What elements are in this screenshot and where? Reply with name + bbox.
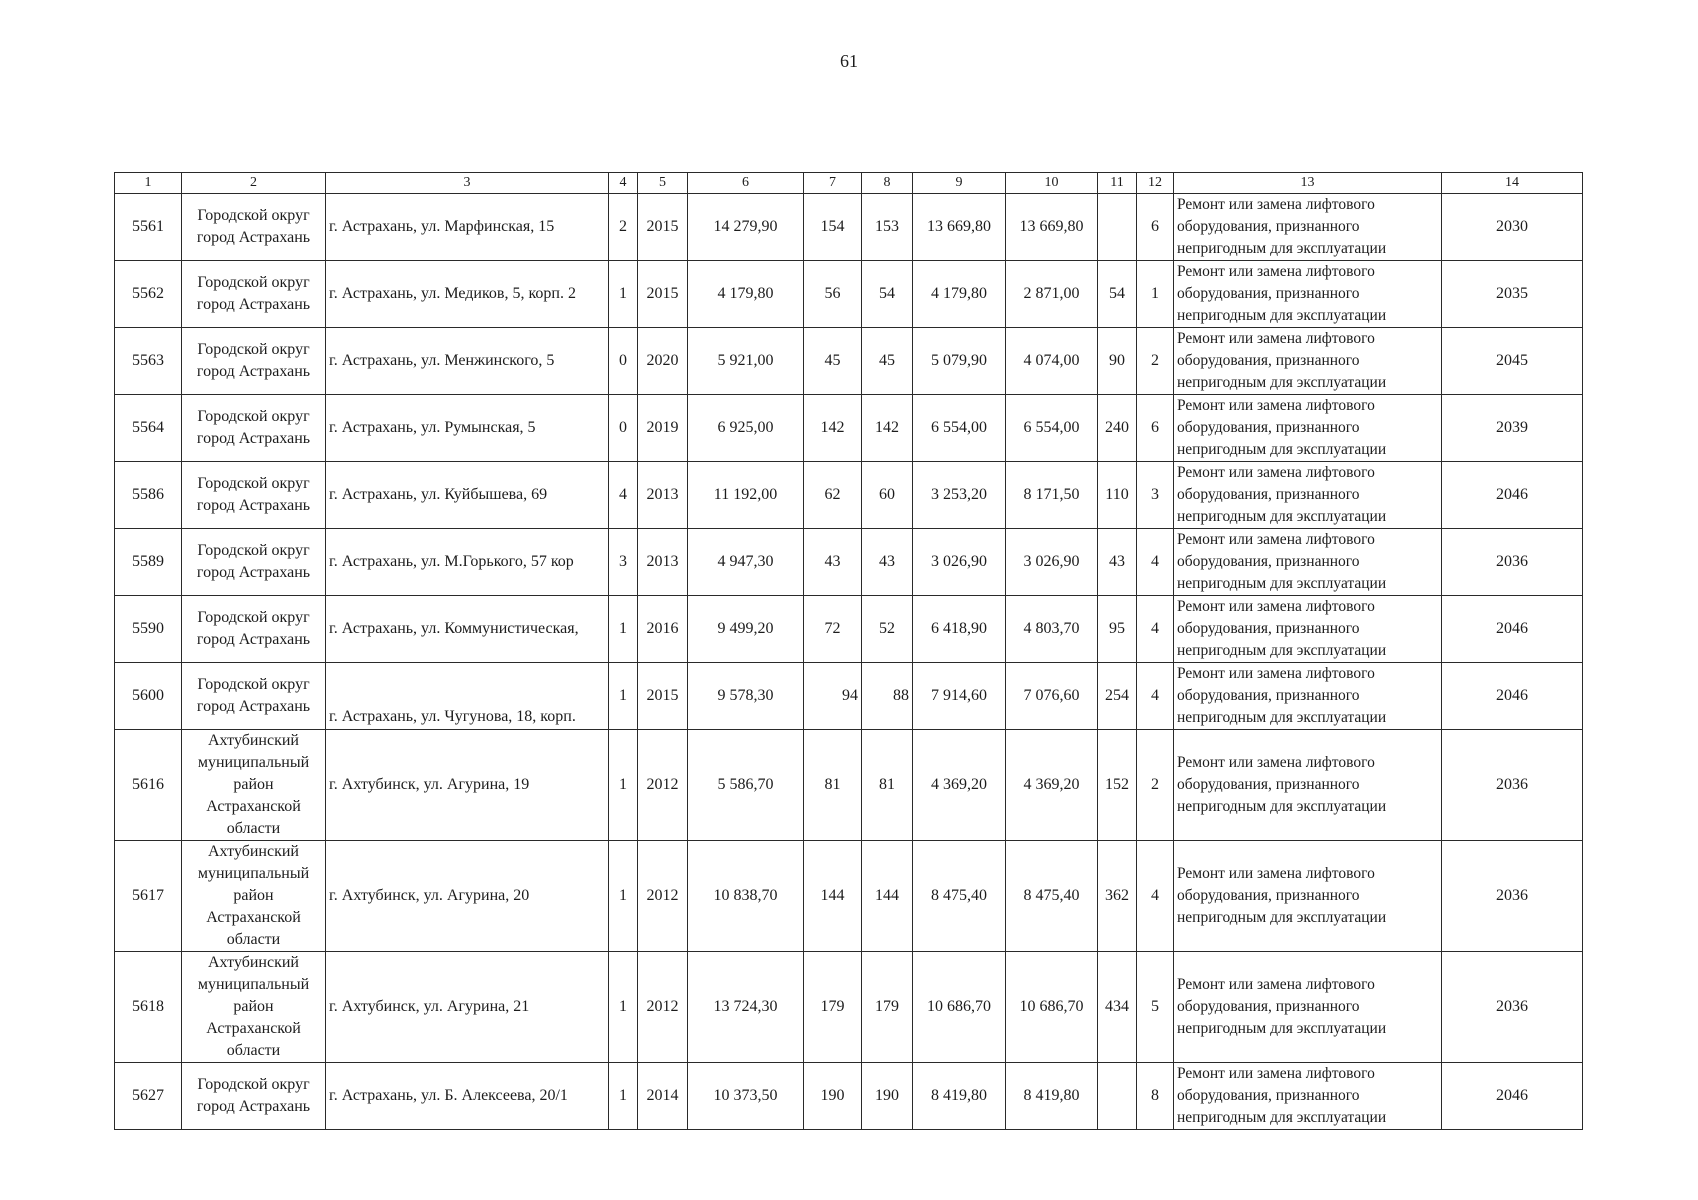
value-cell: 94 (804, 663, 862, 730)
municipality-cell: Городской округ город Астрахань (182, 1063, 326, 1130)
value-cell: 1 (609, 841, 638, 952)
table-row (115, 261, 1583, 328)
area-cell: 4 369,20 (1006, 730, 1098, 841)
area-cell: 6 925,00 (688, 395, 804, 462)
table-row (115, 841, 1583, 952)
municipality-cell: Городской округ город Астрахань (182, 328, 326, 395)
value-cell: 152 (1098, 730, 1137, 841)
value-cell: 52 (862, 596, 913, 663)
building-id-cell: 5617 (115, 841, 182, 952)
address-cell: г. Астрахань, ул. Коммунистическая, (326, 596, 609, 663)
value-cell: 144 (862, 841, 913, 952)
area-cell: 2 871,00 (1006, 261, 1098, 328)
area-cell: 4 803,70 (1006, 596, 1098, 663)
value-cell: 2 (1137, 730, 1174, 841)
table-row (115, 529, 1583, 596)
building-id-cell: 5562 (115, 261, 182, 328)
year-cell: 2012 (638, 730, 688, 841)
value-cell: 5 (1137, 952, 1174, 1063)
municipality-cell: Городской округ город Астрахань (182, 261, 326, 328)
area-cell: 11 192,00 (688, 462, 804, 529)
value-cell: 179 (862, 952, 913, 1063)
column-number: 14 (1442, 173, 1583, 194)
column-number: 3 (326, 173, 609, 194)
value-cell: 3 (609, 529, 638, 596)
area-cell: 8 475,40 (913, 841, 1006, 952)
work-type-cell: Ремонт или замена лифтового оборудования, признанного непригодным для эксплуатации (1174, 663, 1442, 730)
year-cell: 2014 (638, 1063, 688, 1130)
address-cell: г. Ахтубинск, ул. Агурина, 19 (326, 730, 609, 841)
value-cell: 72 (804, 596, 862, 663)
area-cell: 8 419,80 (1006, 1063, 1098, 1130)
building-id-cell: 5616 (115, 730, 182, 841)
area-cell: 6 418,90 (913, 596, 1006, 663)
area-cell: 5 586,70 (688, 730, 804, 841)
work-type-cell: Ремонт или замена лифтового оборудования, признанного непригодным для эксплуатации (1174, 462, 1442, 529)
area-cell: 6 554,00 (913, 395, 1006, 462)
planned-year-cell: 2046 (1442, 462, 1583, 529)
year-cell: 2015 (638, 663, 688, 730)
table-row (115, 663, 1583, 730)
year-cell: 2013 (638, 529, 688, 596)
value-cell: 81 (862, 730, 913, 841)
value-cell: 8 (1137, 1063, 1174, 1130)
value-cell: 0 (609, 328, 638, 395)
value-cell: 2 (609, 194, 638, 261)
work-type-cell: Ремонт или замена лифтового оборудования, признанного непригодным для эксплуатации (1174, 1063, 1442, 1130)
building-id-cell: 5564 (115, 395, 182, 462)
building-id-cell: 5600 (115, 663, 182, 730)
value-cell: 81 (804, 730, 862, 841)
value-cell: 6 (1137, 194, 1174, 261)
planned-year-cell: 2036 (1442, 730, 1583, 841)
address-cell: г. Ахтубинск, ул. Агурина, 21 (326, 952, 609, 1063)
planned-year-cell: 2046 (1442, 663, 1583, 730)
value-cell: 4 (609, 462, 638, 529)
municipality-cell: Городской округ город Астрахань (182, 529, 326, 596)
building-id-cell: 5586 (115, 462, 182, 529)
year-cell: 2020 (638, 328, 688, 395)
value-cell: 3 (1137, 462, 1174, 529)
year-cell: 2015 (638, 261, 688, 328)
column-number: 10 (1006, 173, 1098, 194)
municipality-cell: Ахтубинский муниципальный район Астраханской области (182, 730, 326, 841)
year-cell: 2015 (638, 194, 688, 261)
value-cell: 1 (609, 730, 638, 841)
building-id-cell: 5590 (115, 596, 182, 663)
planned-year-cell: 2046 (1442, 1063, 1583, 1130)
column-number: 5 (638, 173, 688, 194)
area-cell: 5 921,00 (688, 328, 804, 395)
planned-year-cell: 2035 (1442, 261, 1583, 328)
value-cell (1098, 1063, 1137, 1130)
area-cell: 9 578,30 (688, 663, 804, 730)
work-type-cell: Ремонт или замена лифтового оборудования, признанного непригодным для эксплуатации (1174, 730, 1442, 841)
column-number: 11 (1098, 173, 1137, 194)
area-cell: 9 499,20 (688, 596, 804, 663)
value-cell: 56 (804, 261, 862, 328)
value-cell: 43 (1098, 529, 1137, 596)
planned-year-cell: 2036 (1442, 841, 1583, 952)
area-cell: 8 419,80 (913, 1063, 1006, 1130)
area-cell: 7 076,60 (1006, 663, 1098, 730)
area-cell: 13 669,80 (1006, 194, 1098, 261)
building-id-cell: 5561 (115, 194, 182, 261)
planned-year-cell: 2046 (1442, 596, 1583, 663)
table-row (115, 328, 1583, 395)
table-row (115, 194, 1583, 261)
year-cell: 2019 (638, 395, 688, 462)
value-cell: 88 (862, 663, 913, 730)
value-cell: 362 (1098, 841, 1137, 952)
address-cell: г. Астрахань, ул. Менжинского, 5 (326, 328, 609, 395)
building-id-cell: 5563 (115, 328, 182, 395)
address-cell: г. Астрахань, ул. Куйбышева, 69 (326, 462, 609, 529)
value-cell: 95 (1098, 596, 1137, 663)
work-type-cell: Ремонт или замена лифтового оборудования, признанного непригодным для эксплуатации (1174, 952, 1442, 1063)
value-cell: 1 (1137, 261, 1174, 328)
work-type-cell: Ремонт или замена лифтового оборудования, признанного непригодным для эксплуатации (1174, 529, 1442, 596)
municipality-cell: Ахтубинский муниципальный район Астраханской области (182, 841, 326, 952)
planned-year-cell: 2039 (1442, 395, 1583, 462)
work-type-cell: Ремонт или замена лифтового оборудования, признанного непригодным для эксплуатации (1174, 395, 1442, 462)
year-cell: 2012 (638, 952, 688, 1063)
address-cell: г. Ахтубинск, ул. Агурина, 20 (326, 841, 609, 952)
area-cell: 10 686,70 (913, 952, 1006, 1063)
value-cell: 254 (1098, 663, 1137, 730)
value-cell: 4 (1137, 596, 1174, 663)
value-cell: 54 (862, 261, 913, 328)
planned-year-cell: 2045 (1442, 328, 1583, 395)
work-type-cell: Ремонт или замена лифтового оборудования, признанного непригодным для эксплуатации (1174, 261, 1442, 328)
column-number: 9 (913, 173, 1006, 194)
municipality-cell: Городской округ город Астрахань (182, 663, 326, 730)
value-cell: 54 (1098, 261, 1137, 328)
value-cell: 144 (804, 841, 862, 952)
column-number-row (115, 173, 1583, 194)
value-cell: 1 (609, 1063, 638, 1130)
column-number: 6 (688, 173, 804, 194)
address-cell: г. Астрахань, ул. М.Горького, 57 кор (326, 529, 609, 596)
table-row (115, 395, 1583, 462)
value-cell: 43 (804, 529, 862, 596)
value-cell: 110 (1098, 462, 1137, 529)
address-cell: г. Астрахань, ул. Чугунова, 18, корп. (326, 663, 609, 730)
value-cell: 2 (1137, 328, 1174, 395)
value-cell (1098, 194, 1137, 261)
work-type-cell: Ремонт или замена лифтового оборудования, признанного непригодным для эксплуатации (1174, 841, 1442, 952)
address-cell: г. Астрахань, ул. Марфинская, 15 (326, 194, 609, 261)
value-cell: 434 (1098, 952, 1137, 1063)
area-cell: 4 074,00 (1006, 328, 1098, 395)
area-cell: 10 373,50 (688, 1063, 804, 1130)
value-cell: 4 (1137, 841, 1174, 952)
value-cell: 1 (609, 596, 638, 663)
value-cell: 1 (609, 952, 638, 1063)
value-cell: 6 (1137, 395, 1174, 462)
address-cell: г. Астрахань, ул. Б. Алексеева, 20/1 (326, 1063, 609, 1130)
value-cell: 1 (609, 261, 638, 328)
area-cell: 7 914,60 (913, 663, 1006, 730)
area-cell: 13 669,80 (913, 194, 1006, 261)
area-cell: 4 179,80 (688, 261, 804, 328)
area-cell: 10 686,70 (1006, 952, 1098, 1063)
value-cell: 0 (609, 395, 638, 462)
value-cell: 90 (1098, 328, 1137, 395)
table-row (115, 730, 1583, 841)
area-cell: 6 554,00 (1006, 395, 1098, 462)
address-cell: г. Астрахань, ул. Румынская, 5 (326, 395, 609, 462)
work-type-cell: Ремонт или замена лифтового оборудования, признанного непригодным для эксплуатации (1174, 596, 1442, 663)
area-cell: 3 026,90 (913, 529, 1006, 596)
value-cell: 45 (804, 328, 862, 395)
value-cell: 1 (609, 663, 638, 730)
address-cell: г. Астрахань, ул. Медиков, 5, корп. 2 (326, 261, 609, 328)
area-cell: 4 369,20 (913, 730, 1006, 841)
value-cell: 154 (804, 194, 862, 261)
municipality-cell: Городской округ город Астрахань (182, 596, 326, 663)
value-cell: 43 (862, 529, 913, 596)
area-cell: 8 171,50 (1006, 462, 1098, 529)
area-cell: 14 279,90 (688, 194, 804, 261)
planned-year-cell: 2036 (1442, 952, 1583, 1063)
building-id-cell: 5618 (115, 952, 182, 1063)
municipality-cell: Ахтубинский муниципальный район Астраханской области (182, 952, 326, 1063)
value-cell: 142 (862, 395, 913, 462)
value-cell: 240 (1098, 395, 1137, 462)
year-cell: 2016 (638, 596, 688, 663)
planned-year-cell: 2030 (1442, 194, 1583, 261)
value-cell: 190 (804, 1063, 862, 1130)
municipality-cell: Городской округ город Астрахань (182, 395, 326, 462)
housing-register-table (114, 172, 1583, 1130)
area-cell: 3 026,90 (1006, 529, 1098, 596)
area-cell: 13 724,30 (688, 952, 804, 1063)
building-id-cell: 5589 (115, 529, 182, 596)
value-cell: 142 (804, 395, 862, 462)
column-number: 1 (115, 173, 182, 194)
column-number: 4 (609, 173, 638, 194)
area-cell: 3 253,20 (913, 462, 1006, 529)
area-cell: 8 475,40 (1006, 841, 1098, 952)
value-cell: 4 (1137, 663, 1174, 730)
table-row (115, 952, 1583, 1063)
building-id-cell: 5627 (115, 1063, 182, 1130)
municipality-cell: Городской округ город Астрахань (182, 462, 326, 529)
page-number: 61 (840, 51, 858, 71)
area-cell: 5 079,90 (913, 328, 1006, 395)
column-number: 8 (862, 173, 913, 194)
value-cell: 179 (804, 952, 862, 1063)
column-number: 7 (804, 173, 862, 194)
value-cell: 62 (804, 462, 862, 529)
year-cell: 2013 (638, 462, 688, 529)
work-type-cell: Ремонт или замена лифтового оборудования, признанного непригодным для эксплуатации (1174, 328, 1442, 395)
table-row (115, 462, 1583, 529)
area-cell: 4 179,80 (913, 261, 1006, 328)
table-row (115, 1063, 1583, 1130)
table-row (115, 596, 1583, 663)
municipality-cell: Городской округ город Астрахань (182, 194, 326, 261)
column-number: 13 (1174, 173, 1442, 194)
value-cell: 153 (862, 194, 913, 261)
value-cell: 190 (862, 1063, 913, 1130)
area-cell: 4 947,30 (688, 529, 804, 596)
value-cell: 4 (1137, 529, 1174, 596)
year-cell: 2012 (638, 841, 688, 952)
value-cell: 60 (862, 462, 913, 529)
area-cell: 10 838,70 (688, 841, 804, 952)
work-type-cell: Ремонт или замена лифтового оборудования, признанного непригодным для эксплуатации (1174, 194, 1442, 261)
column-number: 2 (182, 173, 326, 194)
value-cell: 45 (862, 328, 913, 395)
column-number: 12 (1137, 173, 1174, 194)
planned-year-cell: 2036 (1442, 529, 1583, 596)
